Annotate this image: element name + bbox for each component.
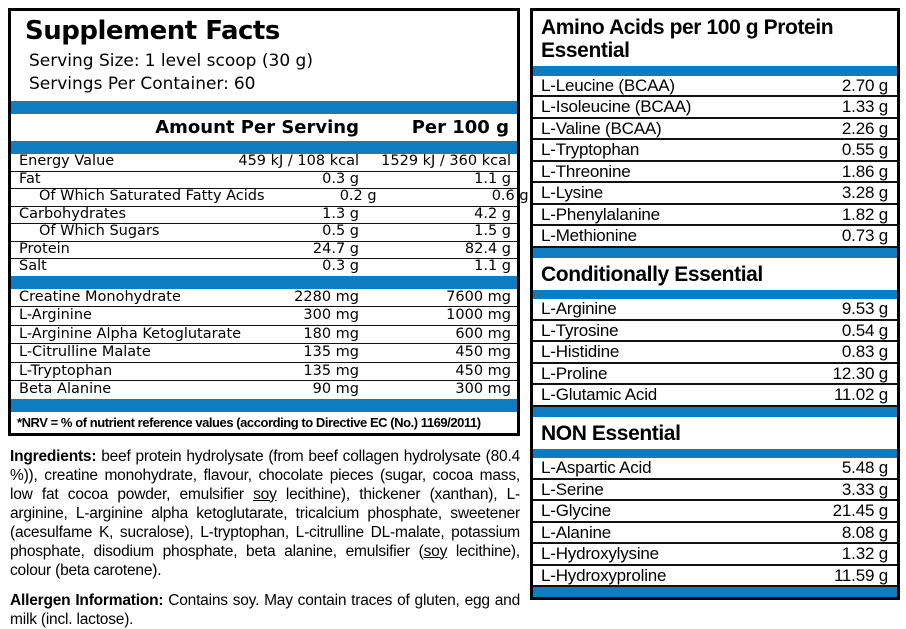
amino-acid-row — [533, 226, 897, 248]
divider-bar — [11, 101, 517, 114]
nutrition-row — [11, 188, 529, 207]
amino-acids-title-line1: Amino Acids per 100 g Protein — [541, 16, 834, 39]
column-header-row — [11, 114, 517, 141]
amino-acid-name: L-Hydroxylysine — [541, 544, 659, 564]
amino-acid-value: 3.33 g — [841, 479, 888, 499]
active-ingredient-row — [11, 363, 517, 382]
per-100g-value: 1529 kJ / 360 kcal — [381, 153, 511, 169]
nutrition-row — [11, 154, 517, 172]
per-100g-value: 1.5 g — [474, 223, 511, 239]
amino-acid-value: 2.70 g — [841, 75, 888, 95]
nutrition-row — [11, 172, 517, 190]
servings-per-container-line — [25, 73, 507, 96]
nutrient-name: Of Which Saturated Fatty Acids — [39, 188, 265, 204]
per-100g-value: 4.2 g — [474, 205, 511, 222]
amino-acid-row — [533, 205, 897, 227]
amino-acid-value: 9.53 g — [841, 299, 888, 319]
amino-acid-value: 3.28 g — [841, 183, 888, 203]
amino-acid-row — [533, 119, 897, 141]
amino-acid-value: 0.73 g — [841, 226, 888, 246]
amino-acid-row — [533, 321, 897, 343]
ingredient-name: Creatine Monohydrate — [19, 288, 181, 305]
ingredient-name: Beta Alanine — [19, 381, 112, 397]
amino-acids-panel — [530, 8, 900, 600]
supplement-facts-title: Supplement Facts — [25, 16, 280, 46]
per-100g-value: 300 mg — [455, 381, 511, 397]
divider-bar — [533, 407, 897, 417]
per-serving-value: 180 mg — [303, 325, 359, 342]
non-essential-amino-table — [533, 458, 897, 587]
amount-per-serving-header: Amount Per Serving — [155, 117, 359, 138]
per-100g-value: 7600 mg — [446, 288, 511, 305]
per-serving-value: 90 mg — [312, 381, 359, 397]
ingredient-name: L-Tryptophan — [19, 362, 113, 379]
per-serving-value: 0.3 g — [322, 170, 359, 187]
amino-acid-row — [533, 97, 897, 119]
allergen-information-text — [10, 591, 520, 629]
nutrient-name: Energy Value — [19, 153, 115, 169]
essential-heading: Essential — [541, 39, 630, 62]
amino-acid-name: L-Aspartic Acid — [541, 458, 652, 478]
nutrient-name: Of Which Sugars — [39, 223, 160, 239]
active-ingredient-row — [11, 326, 517, 345]
ingredient-name: L-Citrulline Malate — [19, 344, 151, 360]
amino-acid-name: L-Histidine — [541, 342, 620, 362]
amino-acid-value: 1.86 g — [841, 161, 888, 181]
right-column — [530, 8, 900, 600]
divider-bar — [11, 276, 517, 289]
text-segment: Contains soy. May contain traces of gluten, egg and milk (incl. lactose). — [10, 591, 520, 628]
per-100g-value: 450 mg — [455, 344, 511, 360]
text-segment: beef protein hydrolysate (from beef collagen hydrolysate (80.4 %)), creatine monohydrate, flavour, chocolate pieces (sugar, cocoa mass, low fat cocoa powder, emulsifier — [10, 447, 520, 503]
amino-acid-value: 11.59 g — [833, 565, 888, 585]
amino-acid-row — [533, 501, 897, 523]
nutrient-name: Fat — [19, 170, 41, 187]
amino-acid-name: L-Glutamic Acid — [541, 385, 658, 405]
ingredients-text — [10, 447, 520, 580]
per-serving-value: 2280 mg — [294, 288, 359, 305]
text-segment: lecithine), thickener (xanthan), L-arginine, L-arginine alpha ketoglutarate, tricalcium phosphate, sweetener (acesulfame K, sucralose), L-tryptophan, L-citrulline DL-malate, potassium phosphate, disodium phosphate, beta alanine, emulsifier ( — [10, 485, 520, 560]
amino-acid-row — [533, 458, 897, 480]
amino-acid-name: L-Valine (BCAA) — [541, 118, 662, 138]
amino-acid-value: 0.55 g — [841, 140, 888, 160]
divider-bar — [533, 290, 897, 300]
ingredient-name: L-Arginine Alpha Ketoglutarate — [19, 325, 242, 342]
nutrition-row — [11, 207, 517, 225]
amino-acid-row — [533, 162, 897, 184]
serving-size-line — [25, 50, 507, 73]
amino-acid-value: 2.26 g — [841, 118, 888, 138]
text-segment: soy — [253, 485, 277, 503]
divider-bar — [533, 66, 897, 76]
amino-acids-title — [533, 11, 897, 66]
facts-header — [11, 11, 517, 101]
amino-acid-name: L-Methionine — [541, 226, 637, 246]
amino-acid-row — [533, 342, 897, 364]
per-100g-value: 0.6 g — [491, 188, 529, 204]
amino-acid-value: 21.45 g — [832, 501, 888, 521]
per-100g-value: 1000 mg — [446, 307, 511, 323]
amino-acid-name: L-Serine — [541, 479, 604, 499]
serving-size-label: Serving Size: — [29, 51, 140, 71]
text-segment: lecithine), colour (beta carotene). — [10, 542, 520, 579]
per-serving-value: 300 mg — [303, 307, 359, 323]
text-segment: Ingredients: — [10, 447, 97, 465]
amino-acid-value: 8.08 g — [841, 522, 888, 542]
amino-acid-row — [533, 480, 897, 502]
amino-acid-value: 0.83 g — [841, 342, 888, 362]
per-100g-value: 450 mg — [455, 362, 511, 379]
amino-acid-row — [533, 385, 897, 407]
amino-acid-value: 1.82 g — [841, 204, 888, 224]
amino-acid-name: L-Arginine — [541, 299, 617, 319]
amino-acid-value: 11.02 g — [833, 385, 888, 405]
amino-acid-name: L-Threonine — [541, 161, 631, 181]
amino-acid-name: L-Isoleucine (BCAA) — [541, 97, 692, 117]
nutrient-name: Carbohydrates — [19, 205, 127, 222]
divider-bar — [11, 399, 517, 412]
amino-acid-name: L-Tryptophan — [541, 140, 640, 160]
amino-acid-value: 0.54 g — [841, 320, 888, 340]
divider-bar — [533, 587, 897, 597]
amino-acid-name: L-Lysine — [541, 183, 604, 203]
per-serving-value: 0.3 g — [322, 258, 359, 274]
per-100g-value: 1.1 g — [474, 258, 511, 274]
per-serving-value: 135 mg — [303, 362, 359, 379]
text-segment: soy — [423, 542, 448, 560]
per-100g-header: Per 100 g — [411, 117, 509, 138]
text-segment: Allergen Information: — [10, 591, 164, 609]
non-essential-heading: NON Essential — [541, 421, 681, 445]
left-column — [8, 8, 529, 629]
amino-acid-name: L-Proline — [541, 363, 608, 383]
amino-acid-row — [533, 183, 897, 205]
servings-per-container-value: 60 — [233, 74, 256, 94]
amino-acid-row — [533, 544, 897, 566]
active-ingredient-row — [11, 344, 517, 363]
conditionally-essential-heading: Conditionally Essential — [541, 262, 763, 286]
amino-acid-row — [533, 76, 897, 98]
ingredient-name: L-Arginine — [19, 307, 92, 323]
per-serving-value: 0.2 g — [339, 188, 377, 204]
conditionally-essential-amino-table — [533, 299, 897, 407]
per-100g-value: 600 mg — [455, 325, 511, 342]
servings-per-container-label: Servings Per Container: — [29, 74, 229, 94]
amino-acid-row — [533, 299, 897, 321]
per-serving-value: 24.7 g — [312, 240, 359, 257]
amino-acid-name: L-Tyrosine — [541, 320, 619, 340]
amino-acid-value: 12.30 g — [832, 363, 888, 383]
nutrition-row — [11, 242, 517, 260]
amino-acid-name: L-Leucine (BCAA) — [541, 75, 675, 95]
amino-acid-row — [533, 140, 897, 162]
active-ingredient-row — [11, 381, 517, 399]
active-ingredient-row — [11, 307, 517, 326]
divider-bar — [533, 449, 897, 459]
per-serving-value: 0.5 g — [322, 223, 359, 239]
amino-acid-name: L-Alanine — [541, 522, 612, 542]
nutrition-row — [11, 259, 517, 276]
essential-amino-table — [533, 76, 897, 248]
per-serving-value: 135 mg — [303, 344, 359, 360]
nutrition-table — [11, 153, 529, 276]
supplement-facts-panel — [8, 8, 529, 436]
amino-acid-name: L-Glycine — [541, 501, 612, 521]
active-ingredient-row — [11, 289, 517, 308]
divider-bar — [533, 248, 897, 258]
nutrient-name: Protein — [19, 240, 70, 257]
amino-acid-row — [533, 364, 897, 386]
per-100g-value: 82.4 g — [464, 240, 511, 257]
amino-acid-value: 1.33 g — [841, 97, 888, 117]
per-serving-value: 1.3 g — [322, 205, 359, 222]
amino-acid-value: 1.32 g — [841, 544, 888, 564]
nutrient-name: Salt — [19, 258, 47, 274]
amino-acid-value: 5.48 g — [841, 458, 888, 478]
per-serving-value: 459 kJ / 108 kcal — [238, 153, 359, 169]
amino-acid-name: L-Phenylalanine — [541, 204, 660, 224]
nrv-footnote: *NRV = % of nutrient reference values (according to Directive EC (No.) 1169/2011) — [17, 414, 481, 430]
serving-size-value: 1 level scoop (30 g) — [144, 51, 313, 71]
amino-acid-name: L-Hydroxyproline — [541, 565, 667, 585]
nutrition-row — [11, 224, 517, 242]
amino-acid-row — [533, 566, 897, 588]
amino-acid-row — [533, 523, 897, 545]
active-ingredients-table — [11, 289, 517, 399]
per-100g-value: 1.1 g — [474, 170, 511, 187]
